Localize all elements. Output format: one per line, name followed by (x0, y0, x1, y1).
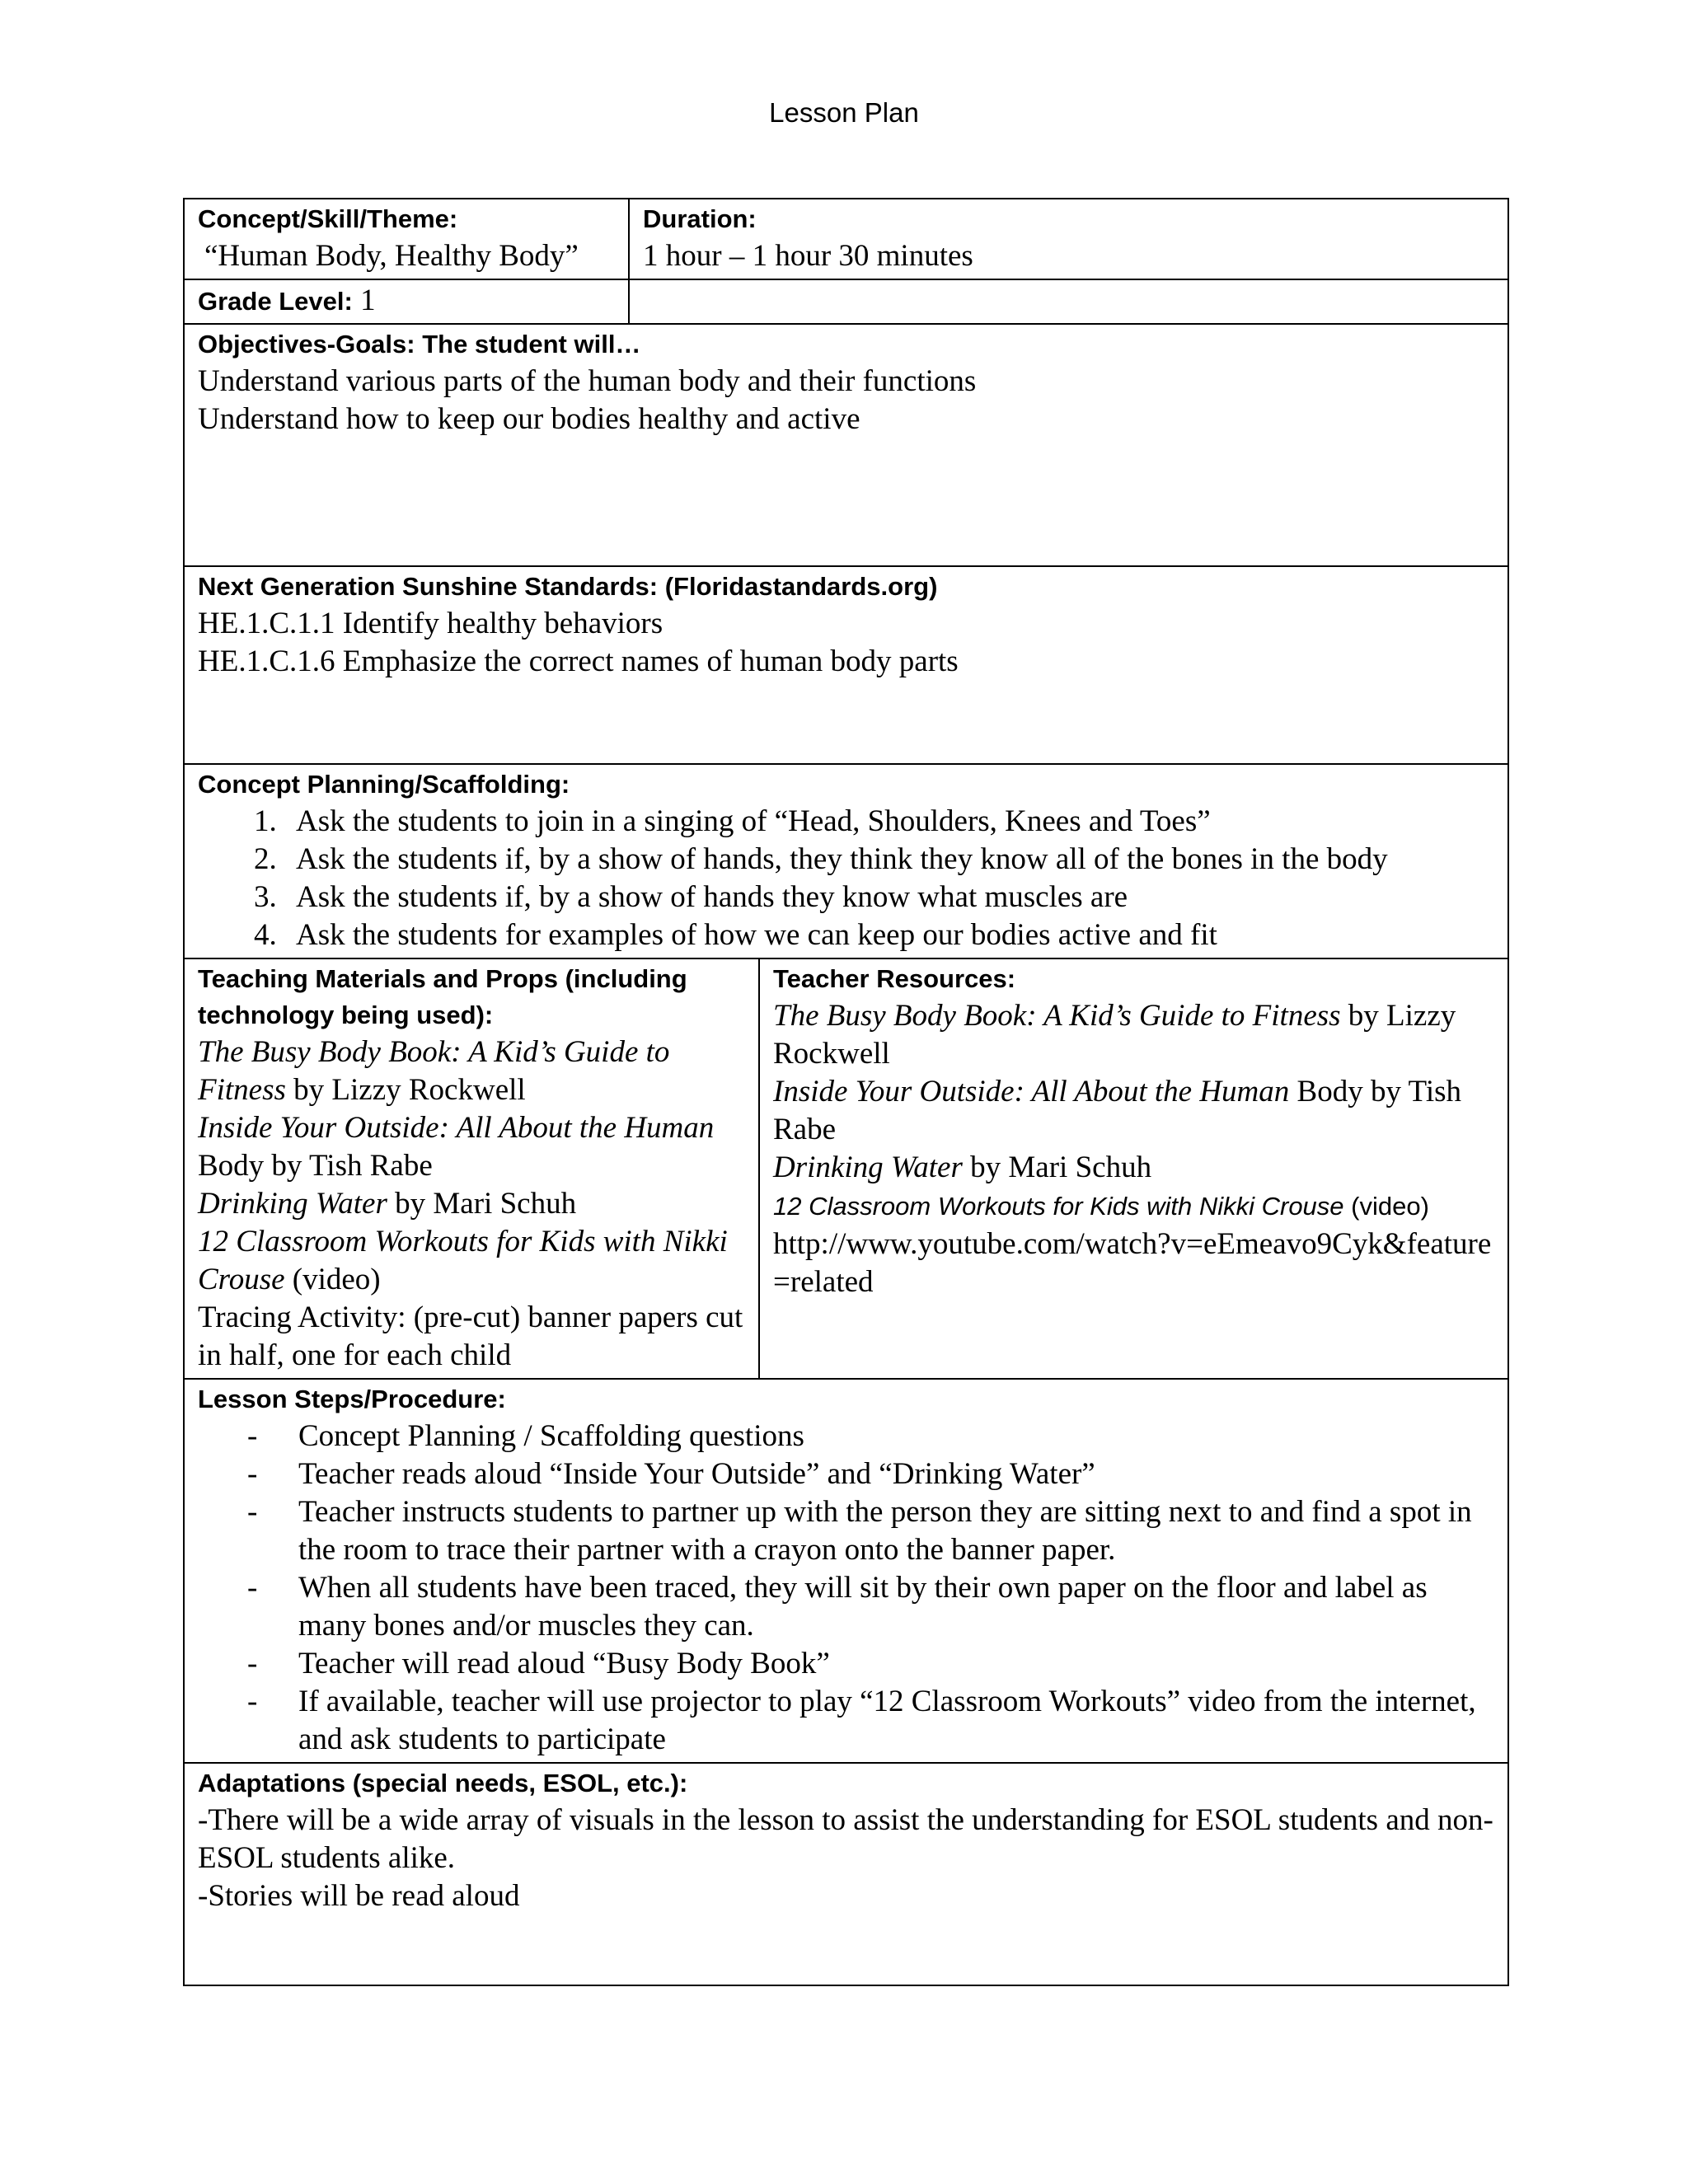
video-title: 12 Classroom Workouts for Kids with Nikki Crouse (773, 1192, 1344, 1221)
concept-value: “Human Body, Healthy Body” (204, 239, 579, 273)
book-title: Inside Your Outside: All About the Human (773, 1075, 1290, 1108)
scaffolding-list (198, 803, 1494, 954)
objectives-row (184, 324, 1508, 566)
scaffolding-item: 2. Ask the students if, by a show of hands, they think they know all of the bones in the body (284, 841, 1494, 879)
resources-book-1 (773, 997, 1494, 1073)
scaffolding-label: Concept Planning/Scaffolding: (198, 770, 570, 799)
resources-label: Teacher Resources: (773, 964, 1016, 993)
objectives-label: Objectives-Goals: The student will… (198, 330, 641, 359)
book-title: The Busy Body Book: A Kid’s Guide to Fitness (198, 1035, 670, 1107)
grade-row (184, 279, 1508, 324)
book-title: Drinking Water (198, 1187, 387, 1221)
procedure-label: Lesson Steps/Procedure: (198, 1385, 506, 1413)
scaffolding-item: 1. Ask the students to join in a singing of “Head, Shoulders, Knees and Toes” (284, 803, 1494, 841)
duration-label: Duration: (643, 204, 757, 233)
book-author: Body by Tish Rabe (773, 1075, 1462, 1146)
scaffolding-row (184, 764, 1508, 958)
book-author: by Mari Schuh (387, 1187, 577, 1221)
materials-book-3 (198, 1185, 745, 1223)
grade-label: Grade Level: (198, 287, 353, 316)
video-suffix: (video) (1343, 1192, 1429, 1221)
procedure-item: - When all students have been traced, they will sit by their own paper on the floor and label as many bones and/or muscles they can. (198, 1569, 1494, 1645)
materials-label: Teaching Materials and Props (including technology being used): (198, 964, 687, 1029)
adaptation-item: -There will be a wide array of visuals in the lesson to assist the understanding for ESOL students and non-ESOL students alike. (198, 1803, 1493, 1875)
concept-label: Concept/Skill/Theme: (198, 204, 458, 233)
standard-item: HE.1.C.1.1 Identify healthy behaviors (198, 607, 663, 640)
grade-cell (184, 279, 629, 324)
duration-value: 1 hour – 1 hour 30 minutes (643, 239, 973, 273)
resources-book-2 (773, 1073, 1494, 1149)
materials-book-2 (198, 1109, 745, 1185)
materials-video (198, 1223, 745, 1299)
procedure-item: - Concept Planning / Scaffolding questions (198, 1418, 1494, 1455)
resources-video-link[interactable]: http://www.youtube.com/watch?v=eEmeavo9Cyk&feature=related (773, 1227, 1492, 1299)
standards-label: Next Generation Sunshine Standards: (Floridastandards.org) (198, 572, 938, 601)
objective-item: Understand various parts of the human body and their functions (198, 364, 977, 398)
video-suffix: (video) (284, 1263, 381, 1296)
book-author: by Lizzy Rockwell (773, 999, 1456, 1071)
book-author: by Lizzy Rockwell (285, 1073, 526, 1107)
materials-activity: Tracing Activity: (pre-cut) banner papers cut in half, one for each child (198, 1301, 743, 1372)
book-author: by Mari Schuh (962, 1151, 1152, 1184)
standard-item: HE.1.C.1.6 Emphasize the correct names of human body parts (198, 644, 959, 678)
book-title: Inside Your Outside: All About the Human (198, 1111, 715, 1145)
objective-item: Understand how to keep our bodies healthy and active (198, 402, 860, 436)
video-title: 12 Classroom Workouts for Kids with Nikki Crouse (198, 1225, 728, 1296)
resources-book-3 (773, 1149, 1494, 1187)
page-title: Lesson Plan (769, 97, 919, 128)
objectives-cell (184, 324, 1508, 566)
adaptations-row (184, 1763, 1508, 1985)
concept-cell (184, 199, 629, 279)
adaptations-cell (184, 1763, 1508, 1985)
procedure-item: - If available, teacher will use projector to play “12 Classroom Workouts” video from the internet, and ask students to participate (198, 1683, 1494, 1759)
resources-cell (759, 958, 1508, 1379)
procedure-item: - Teacher instructs students to partner up with the person they are sitting next to and find a spot in the room to trace their partner with a crayon onto the banner paper. (198, 1493, 1494, 1569)
lesson-plan-table (183, 198, 1509, 1986)
grade-empty-cell (629, 279, 1508, 324)
procedure-item: - Teacher will read aloud “Busy Body Book” (198, 1645, 1494, 1683)
book-title: Drinking Water (773, 1151, 963, 1184)
adaptations-label: Adaptations (special needs, ESOL, etc.): (198, 1769, 688, 1797)
scaffolding-item: 3. Ask the students if, by a show of hands they know what muscles are (284, 879, 1494, 916)
standards-cell (184, 566, 1508, 764)
scaffolding-item: 4. Ask the students for examples of how we can keep our bodies active and fit (284, 916, 1494, 954)
procedure-row (184, 1379, 1508, 1763)
procedure-list (198, 1418, 1494, 1759)
concept-duration-row (184, 199, 1508, 279)
standards-row (184, 566, 1508, 764)
materials-cell (184, 958, 759, 1379)
resources-video (773, 1187, 1494, 1226)
adaptation-item: -Stories will be read aloud (198, 1879, 520, 1913)
materials-book-1 (198, 1033, 745, 1109)
grade-value: 1 (360, 284, 376, 317)
duration-cell (629, 199, 1508, 279)
procedure-cell (184, 1379, 1508, 1763)
materials-resources-row (184, 958, 1508, 1379)
scaffolding-cell (184, 764, 1508, 958)
procedure-item: - Teacher reads aloud “Inside Your Outside” and “Drinking Water” (198, 1455, 1494, 1493)
book-title: The Busy Body Book: A Kid’s Guide to Fitness (773, 999, 1341, 1033)
book-author: Body by Tish Rabe (198, 1149, 433, 1183)
